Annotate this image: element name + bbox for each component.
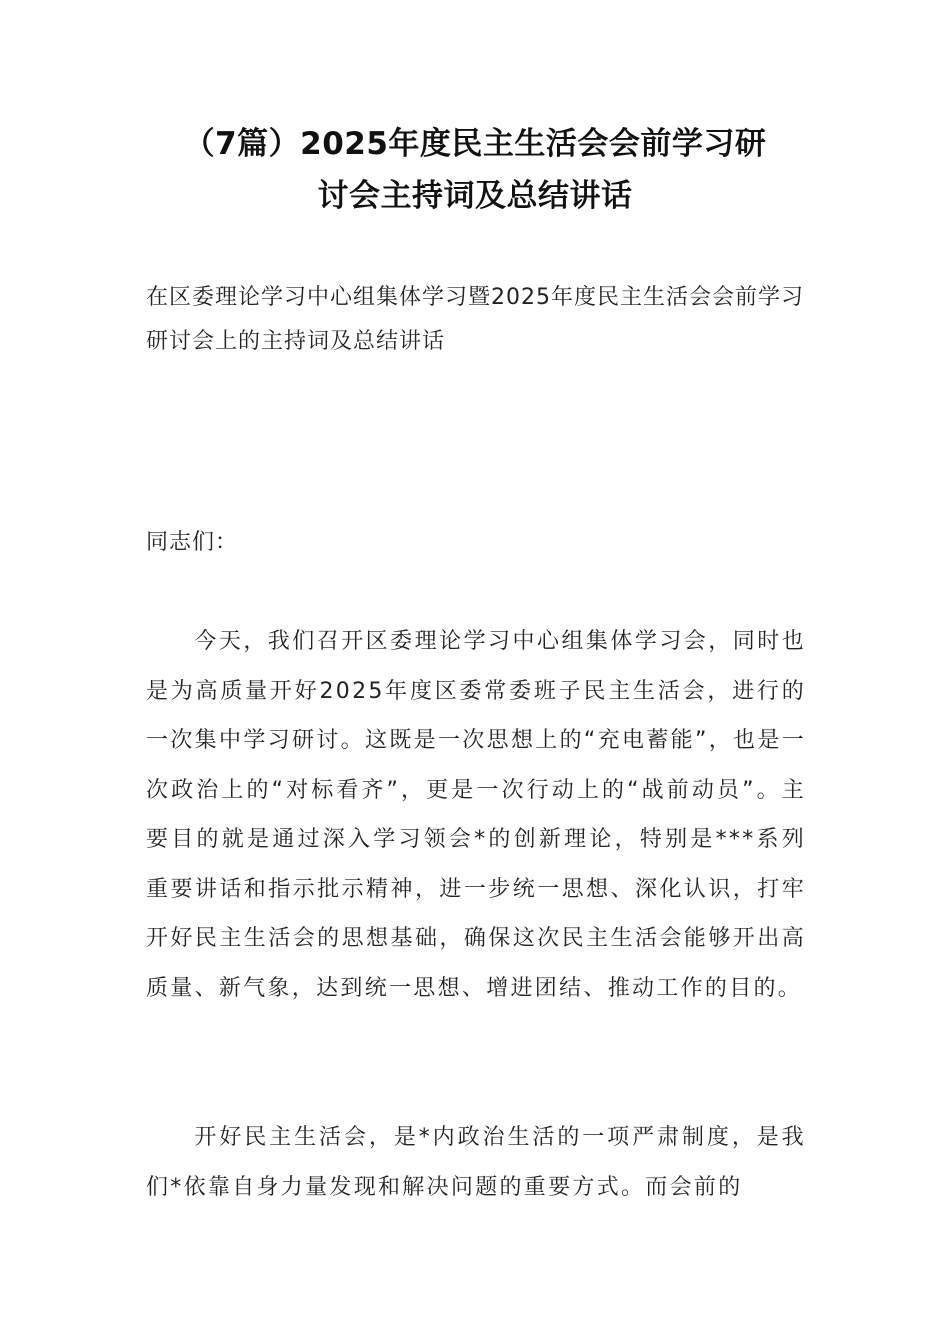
greeting: 同志们： xyxy=(146,530,239,555)
body-paragraph-2: 开好民主生活会，是*内政治生活的一项严肃制度，是我们*依靠自身力量发现和解决问题的重要方式。而会前的 xyxy=(146,1125,806,1200)
document-title xyxy=(146,118,804,222)
title-line-1: （7篇）2025年度民主生活会会前学习研 xyxy=(183,126,767,162)
document-subtitle: 在区委理论学习中心组集体学习暨2025年度民主生活会会前学习研讨会上的主持词及总结讲话 xyxy=(146,285,804,354)
body-paragraph-1: 今天，我们召开区委理论学习中心组集体学习会，同时也是为高质量开好2025年度区委常委班子民主生活会，进行的一次集中学习研讨。这既是一次思想上的“充电蓄能”，也是一次政治上的“对标看齐”，更是一次行动上的“战前动员”。主要目的就是通过深入学习领会*的创新理论，特别是***系列重要讲话和指示批示精神，进一步统一思想、深化认识，打牢开好民主生活会的思想基础，确保这次民主生活会能够开出高质量、新气象，达到统一思想、增进团结、推动工作的目的。 xyxy=(146,629,806,1001)
title-line-2: 讨会主持词及总结讲话 xyxy=(317,178,633,214)
